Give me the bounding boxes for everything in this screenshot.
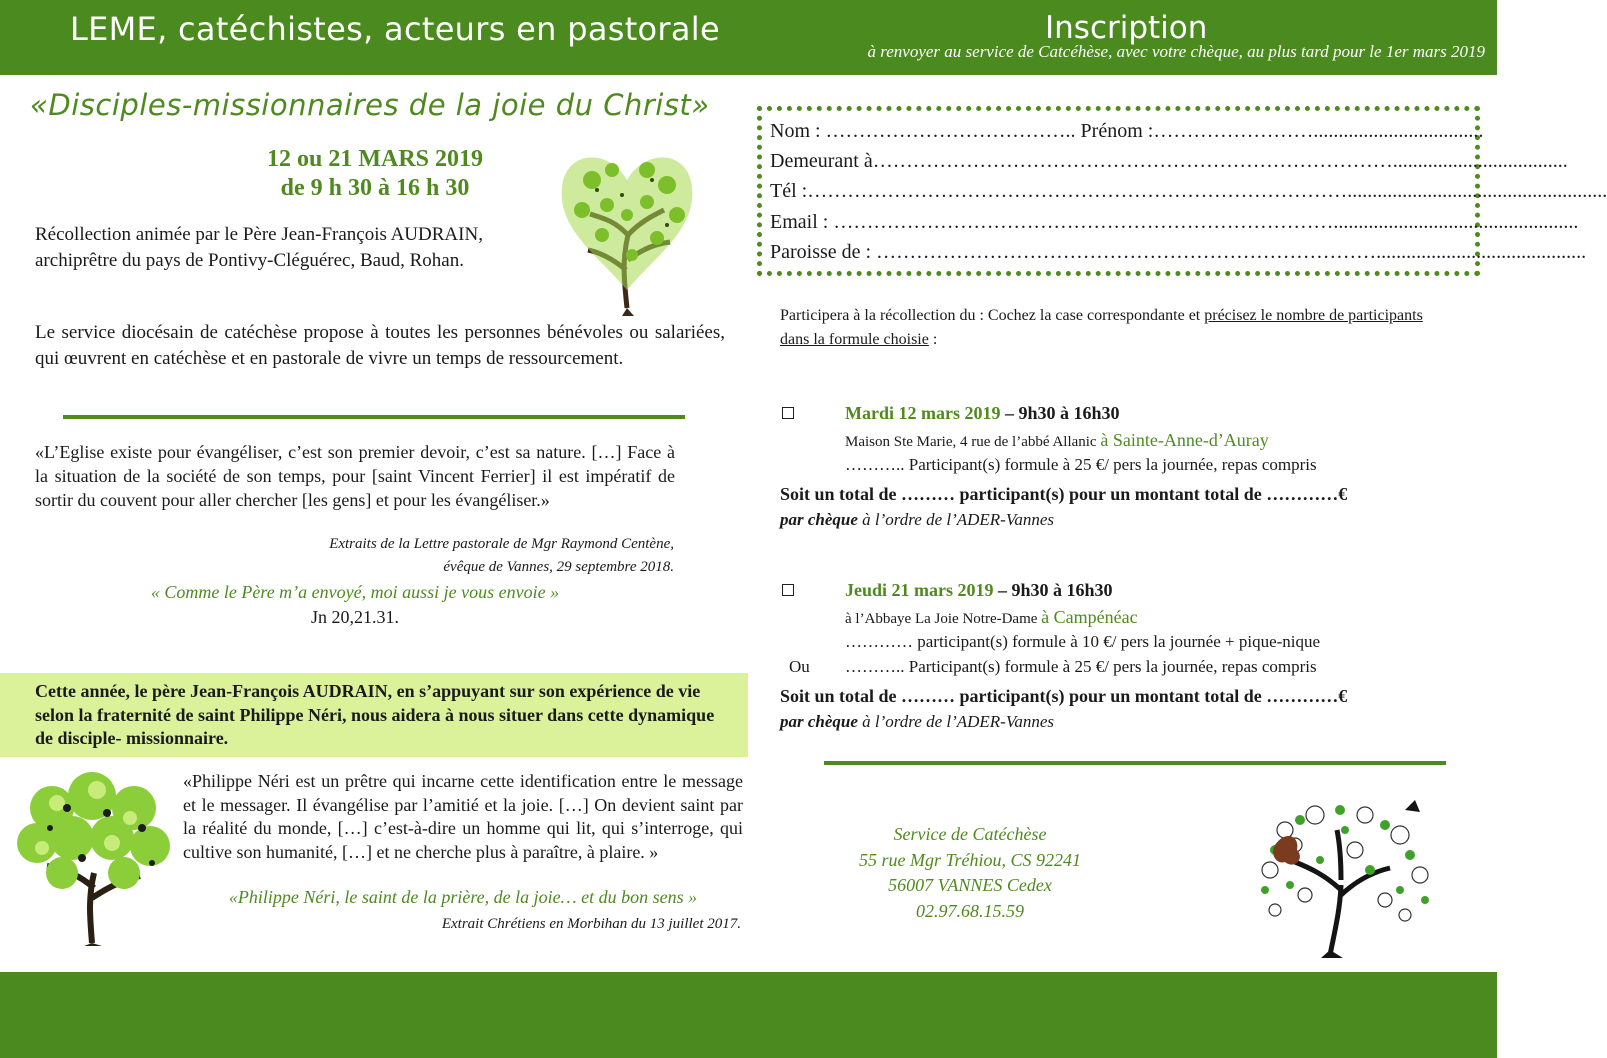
phone-number: 02.97.68.15.59 <box>916 900 1024 921</box>
option1-time: – 9h30 à 16h30 <box>1000 403 1120 423</box>
option1-date: Mardi 12 mars 2019 <box>845 403 1001 423</box>
instructions-underlined: précisez le nombre de participants dans la formule choisie <box>780 307 1423 348</box>
swirl-tree-illustration <box>1245 790 1445 960</box>
option2-date: Jeudi 21 mars 2019 <box>845 580 994 600</box>
header-left-title: LEME, catéchistes, acteurs en pastorale <box>70 10 720 48</box>
option1-total[interactable]: Soit un total de ……… participant(s) pour un montant total de …………€ <box>780 484 1348 504</box>
bible-quote: « Comme le Père m’a envoyé, moi aussi je vous envoie » <box>150 582 560 602</box>
address-field[interactable]: Demeurant à……………………………………………………………………................................... <box>770 150 1568 172</box>
name-field[interactable]: Nom : ……………………………….. Prénom :…………………….................................. <box>770 120 1484 142</box>
option1-formula[interactable]: ……….. Participant(s) formule à 25 €/ pers la journée, repas compris <box>845 455 1317 474</box>
divider <box>63 415 685 419</box>
footer-bar <box>0 972 1497 1058</box>
instructions <box>780 304 1430 352</box>
quote-source-line: Extraits de la Lettre pastorale de Mgr Raymond Centène, <box>329 536 674 552</box>
pastoral-letter-quote: «L’Eglise existe pour évangéliser, c’est son premier devoir, c’est sa nature. […] Face à la situation de la société de son temps, pour [saint Vincent Ferrier] il est impératif de sortir du couvent pour aller chercher [les gens] et pour les évangéliser.» <box>35 442 675 510</box>
intro-animator: Récollection animée par le Père Jean-François AUDRAIN, archiprêtre du pays de Pontivy-Cléguérec, Baud, Rohan. <box>35 224 483 271</box>
option1-title <box>845 403 1120 424</box>
neri-quote-source: Extrait Chrétiens en Morbihan du 13 juillet 2017. <box>441 916 741 932</box>
option2-title <box>845 580 1113 601</box>
option2-cheque-bold: par chèque <box>780 712 858 731</box>
header-right-title: Inscription <box>1045 10 1208 46</box>
option2-time: – 9h30 à 16h30 <box>993 580 1113 600</box>
main-title: «Disciples-missionnaires de la joie du Christ» <box>30 88 710 122</box>
option2-cheque-rest: à l’ordre de l’ADER-Vannes <box>857 712 1055 731</box>
option2-town: à Campénéac <box>1041 607 1138 627</box>
option1-town: à Sainte-Anne-d’Auray <box>1100 430 1269 450</box>
address-line: Service de Catéchèse <box>893 824 1047 844</box>
parish-field[interactable]: Paroisse de : ………………………………………………………………….......................................... <box>770 241 1587 263</box>
neri-quote: «Philippe Néri, le saint de la prière, de la joie… et du bon sens » <box>228 887 698 907</box>
bible-reference: Jn 20,21.31. <box>310 607 399 627</box>
email-field[interactable]: Email : …………………………………………………………………................................................. <box>770 211 1579 233</box>
quote-source-line: évêque de Vannes, 29 septembre 2018. <box>443 559 674 575</box>
option1-cheque-bold: par chèque <box>780 510 858 529</box>
option2-total[interactable]: Soit un total de ……… participant(s) pour un montant total de …………€ <box>780 686 1348 706</box>
event-dates: 12 ou 21 MARS 2019 <box>266 146 483 172</box>
phone-field[interactable]: Tél :……………………………………………………………………….................................................... <box>770 180 1607 202</box>
option2-or-label: Ou <box>789 657 810 676</box>
event-hours: de 9 h 30 à 16 h 30 <box>280 175 470 201</box>
address-line: 56007 VANNES Cedex <box>888 875 1052 895</box>
option1-location <box>845 430 1269 451</box>
flower-tree-illustration <box>12 768 177 948</box>
option2-formula-picnic[interactable]: ………… participant(s) formule à 10 €/ pers la journée + pique-nique <box>845 632 1321 651</box>
divider <box>824 761 1446 765</box>
service-address <box>820 822 1120 924</box>
header-subtitle: à renvoyer au service de Catcéhèse, avec votre chèque, au plus tard pour le 1er mars 2019 <box>867 42 1485 61</box>
option1-cheque-rest: à l’ordre de l’ADER-Vannes <box>857 510 1055 529</box>
intro-description: Le service diocésain de catéchèse propose à toutes les personnes bénévoles ou salariées, qui œuvrent en catéchèse et en pastorale de vivre un temps de ressourcement. <box>35 322 725 369</box>
neri-description-quote: «Philippe Néri est un prêtre qui incarne cette identification entre le message et le messager. Il évangélise par l’amitié et la joie. […] On devient saint par la réalité du monde, […] c’est-à-dire un homme qui lit, qui s’interroge, qui cultive son humanité, […] et ne cherche plus à paraître, à plaire. » <box>183 771 743 862</box>
instructions-tail: : <box>928 331 938 348</box>
option2-location <box>845 607 1138 628</box>
address-line: 55 rue Mgr Tréhiou, CS 92241 <box>858 849 1081 870</box>
heart-tree-illustration <box>552 140 702 318</box>
highlight-text: Cette année, le père Jean-François AUDRAIN, en s’appuyant sur son expérience de vie selon la fraternité de saint Philippe Néri, nous aidera à nous situer dans cette dynamique de disciple- missionnaire. <box>35 681 715 748</box>
option1-place: Maison Ste Marie, 4 rue de l’abbé Allanic <box>845 434 1101 450</box>
option2-place: à l’Abbaye La Joie Notre-Dame <box>845 611 1042 627</box>
option2-checkbox[interactable] <box>782 584 794 596</box>
instructions-text: Participera à la récollection du : Cochez la case correspondante et <box>780 307 1205 324</box>
option2-payment <box>780 712 1054 732</box>
option2-formula-meal[interactable]: ……….. Participant(s) formule à 25 €/ pers la journée, repas compris <box>845 657 1317 676</box>
option1-checkbox[interactable] <box>782 407 794 419</box>
quote-source <box>174 533 674 579</box>
option1-payment <box>780 510 1054 530</box>
